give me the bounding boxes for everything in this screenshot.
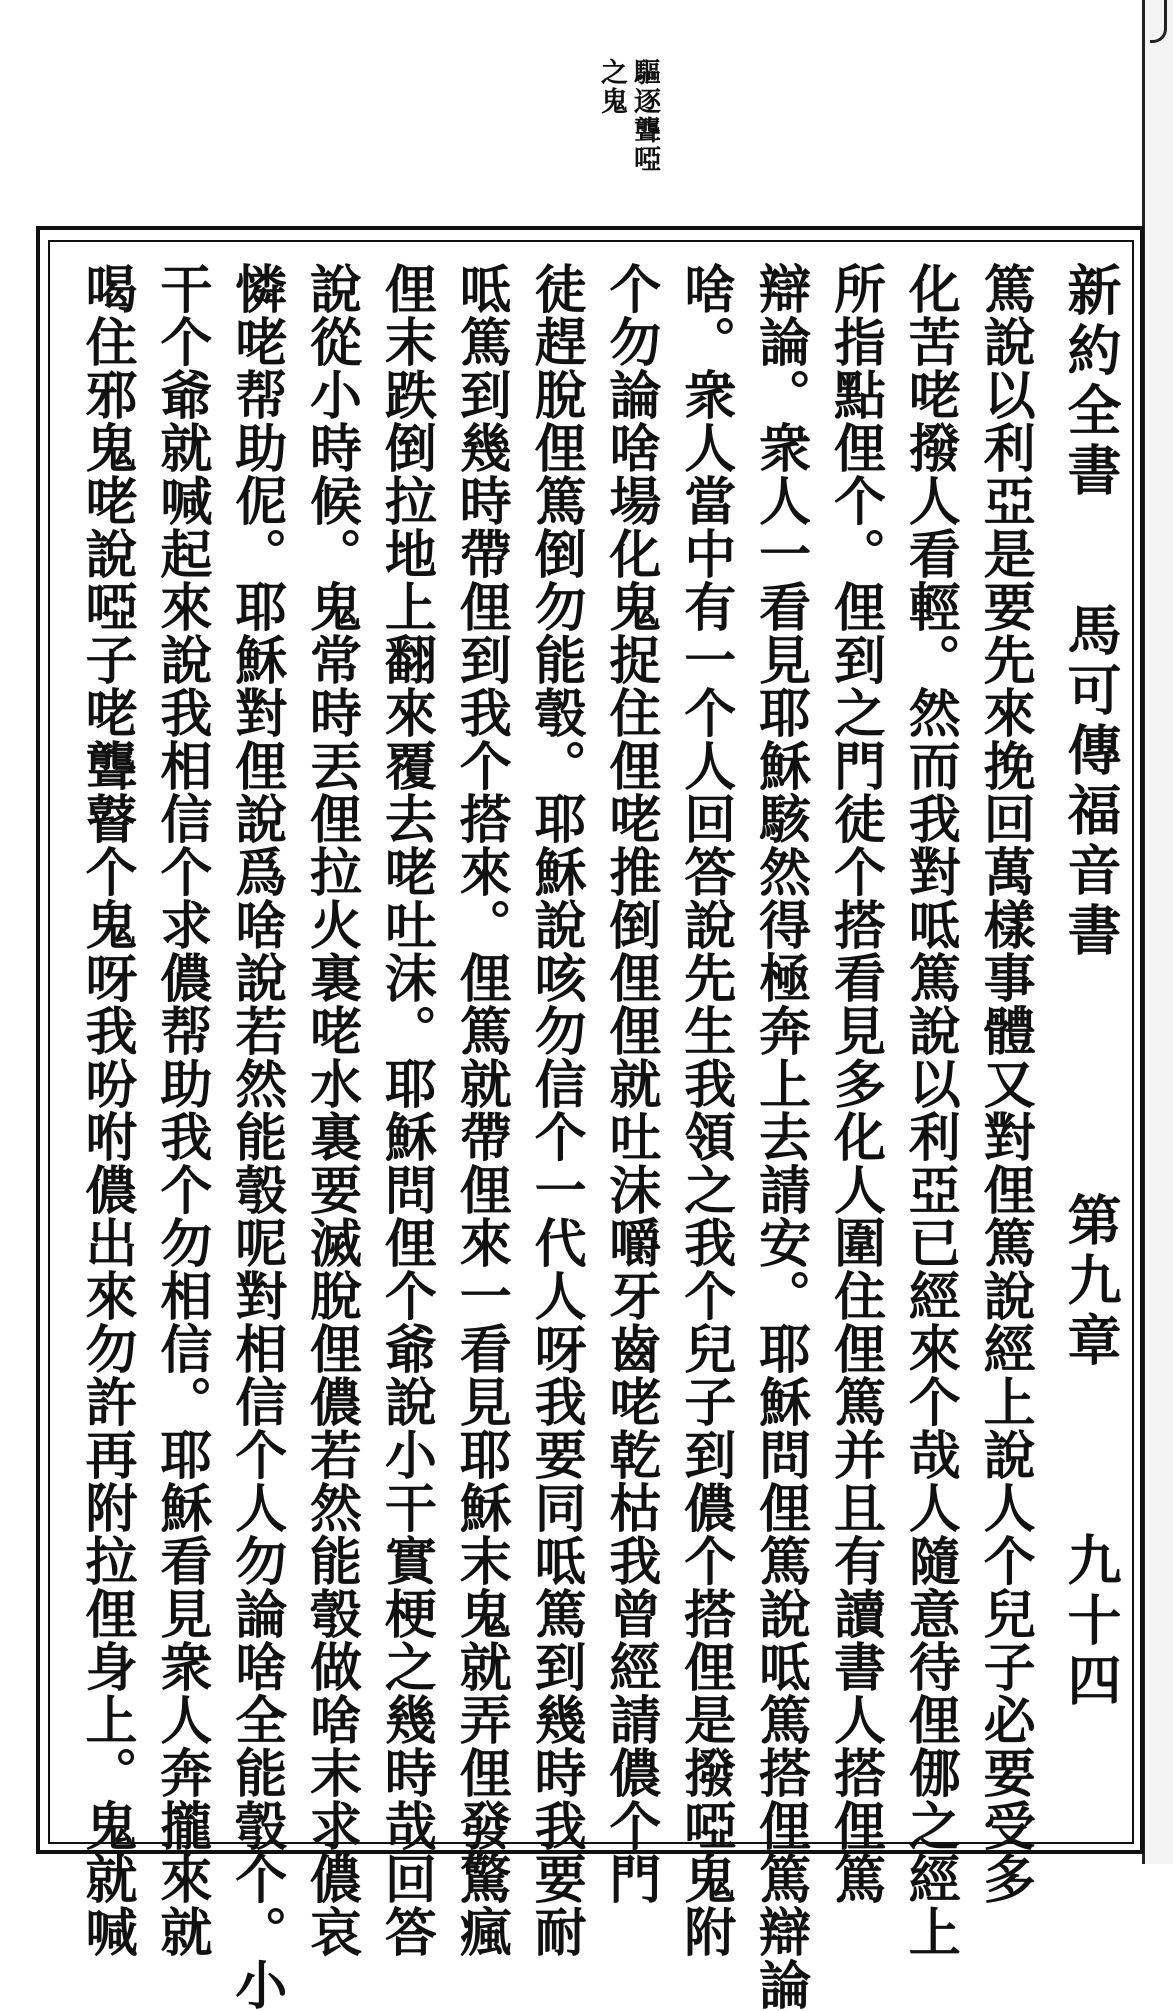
header-title: 新約全書 (1058, 262, 1123, 502)
header-chapter: 第九章 (1058, 1192, 1123, 1372)
header-page-number: 九十四 (1058, 1532, 1123, 1712)
page-binding-edge (1142, 0, 1173, 1864)
margin-note-line-1: 驅逐聾啞 (629, 58, 660, 174)
text-column: 化苦咾撥人看輕。然而我對呧篤說以利亞已經來个哉人隨意待俚㑚之經上 (899, 262, 961, 1958)
binding-curve (1150, 0, 1167, 43)
text-column: 喝住邪鬼咾說啞子咾聾瞽个鬼呀我吩咐儂出來勿許再附拉俚身上。鬼就喊 (76, 262, 137, 1958)
text-column: 干个爺就喊起來說我相信个求儂帮助我个勿相信。耶穌看見衆人奔攏來就 (150, 262, 212, 1958)
text-column: 呧篤到幾時帶俚到我个搭來。俚篤就帶俚來一看見耶穌末鬼就弄俚發驚瘋 (450, 262, 512, 1958)
header-book: 馬可傳福音書 (1058, 602, 1123, 962)
text-column: 說從小時候。鬼常時丟俚拉火裏咾水裏要滅脫俚儂若然能彀做啥末求儂哀 (300, 262, 362, 1958)
text-column: 个勿論啥場化鬼捉住俚咾推倒俚俚就吐沫嚼牙齒咾乾枯我曾經請儂个門 (599, 262, 661, 1905)
text-column: 辯論。衆人一看見耶穌駭然得極奔上去請安。耶穌問俚篤說呧篤搭俚篤辯論 (749, 262, 811, 2011)
margin-note (578, 58, 658, 233)
margin-note-line-2: 之鬼 (596, 58, 627, 116)
text-column: 憐咾帮助伲。耶穌對俚說爲啥說若然能彀呢對相信个人勿論啥全能彀个。小 (225, 262, 287, 2011)
running-header (1053, 262, 1130, 1812)
text-column: 所指點俚个。俚到之門徒个搭看見多化人圍住俚篤并且有讀書人搭俚篤 (824, 262, 886, 1905)
text-column: 俚末跌倒拉地上翻來覆去咾吐沫。耶穌問俚个爺說小干實梗之幾時哉回答 (375, 262, 437, 1958)
text-column: 篤說以利亞是要先來挽回萬樣事體又對俚篤說經上說人个兒子必要受多 (974, 262, 1036, 1905)
text-column: 徒趕脫俚篤倒勿能彀。耶穌說咳勿信个一代人呀我要同呧篤到幾時我要耐 (525, 262, 587, 1958)
text-body (76, 262, 1130, 2011)
text-column: 啥。衆人當中有一个人回答說先生我領之我个兒子到儂个搭俚是撥啞鬼附 (674, 262, 736, 1958)
